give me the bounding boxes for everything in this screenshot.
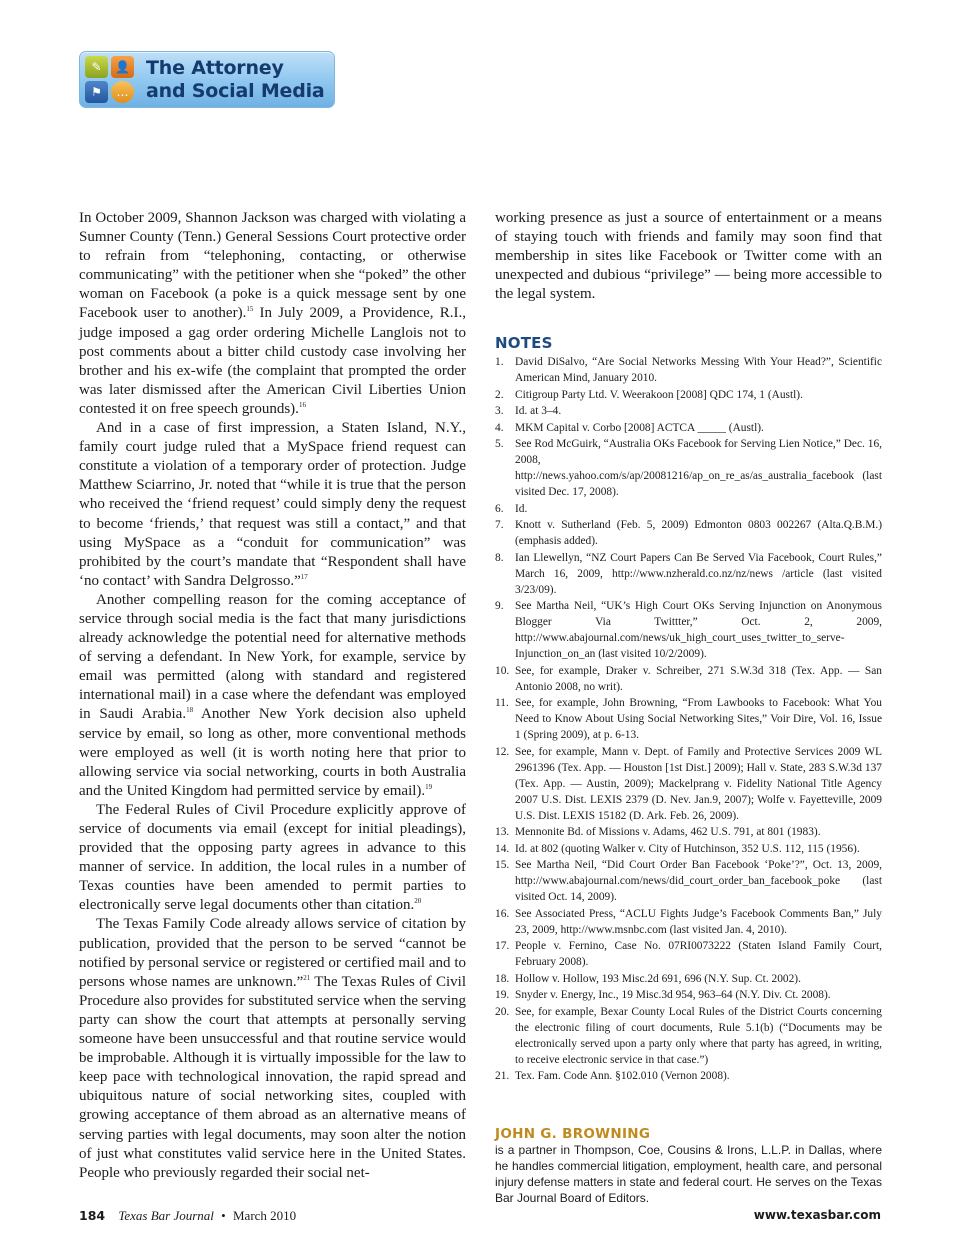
footer-bullet: •: [221, 1208, 226, 1223]
note-text: David DiSalvo, “Are Social Networks Messing With Your Head?”, Scientific American Mind, January 2010.: [515, 356, 882, 385]
note-text: See Associated Press, “ACLU Fights Judge’s Facebook Comments Ban,” July 23, 2009, http://www.msnbc.com (last visited Jan. 4, 2010).: [515, 907, 882, 936]
note-item: [495, 987, 882, 1003]
group-icon: ⚑: [85, 81, 108, 103]
speech-icon: …: [111, 81, 134, 103]
note-text: People v. Fernino, Case No. 07RI0073222 (Staten Island Family Court, February 2008).: [515, 940, 882, 969]
note-item: [495, 1068, 882, 1084]
note-number: 1.: [495, 356, 504, 369]
note-text: Tex. Fam. Code Ann. §102.010 (Vernon 2008).: [515, 1070, 730, 1083]
note-item: [495, 354, 882, 386]
note-number: 13.: [495, 826, 510, 839]
footnote-ref: 21: [303, 973, 311, 982]
note-number: 19.: [495, 989, 510, 1002]
paragraph-text: In October 2009, Shannon Jackson was charged with violating a Sumner County (Tenn.) General Sessions Court protective order to refrain from “telephoning, contacting, or otherwise communicating” with the petitioner when she “poked” the other woman on Facebook (a poke is a quick message sent by one Facebook user to another).: [79, 210, 466, 322]
paragraph: [79, 801, 466, 916]
note-text: Hollow v. Hollow, 193 Misc.2d 691, 696 (N.Y. Sup. Ct. 2002).: [515, 972, 801, 985]
chat-bubble-icon: ✎: [85, 56, 108, 78]
section-title-line1: The Attorney: [146, 57, 284, 79]
footnote-ref: 20: [414, 897, 422, 906]
right-column: [495, 209, 882, 1206]
paragraph-text: And in a case of first impression, a Staten Island, N.Y., family court judge ruled that a MySpace friend request can constitute a violation of a temporary order of protection. Judge Matthew Sciarrino, Jr. noted that “while it is true that the person who received the ‘friend request’ could simply deny the request to become ‘friends,’ that request was still a contact,” and that using MySpace as a “conduit for communication” was prohibited by the court’s mandate that “Respondent shall have ‘no contact’ with Sandra Delgrosso.”: [79, 420, 466, 589]
note-number: 17.: [495, 940, 510, 953]
note-number: 3.: [495, 405, 504, 418]
note-number: 6.: [495, 502, 504, 515]
note-item: [495, 420, 882, 436]
note-item: [495, 501, 882, 517]
paragraph-text: The Texas Family Code already allows service of citation by publication, provided that the person to be served “cannot be notified by personal service or registered or certified mail and to persons whose names are unknown.”: [79, 916, 466, 990]
note-text: Knott v. Sutherland (Feb. 5, 2009) Edmonton 0803 002267 (Alta.Q.B.M.) (emphasis added).: [515, 519, 882, 548]
issue-date: March 2010: [232, 1208, 297, 1223]
note-number: 2.: [495, 388, 504, 401]
note-number: 21.: [495, 1070, 510, 1083]
footnote-ref: 18: [186, 706, 194, 715]
note-item: [495, 436, 882, 500]
note-item: [495, 550, 882, 598]
note-number: 14.: [495, 842, 510, 855]
paragraph-text: The Texas Rules of Civil Procedure also provides for substituted service when the serving party can show the court that attempts at personally serving someone have been unsuccessful and that routine service would be improbable. Although it is virtually impossible for the law to keep pace with technological innovation, the rapid spread and ubiquitous nature of social networking sites, coupled with growing acceptance of them abroad as an alternative means of serving parties with legal documents, may soon alter the notion of just what constitutes valid service here in the United States. People who previously regarded their social net-: [79, 973, 466, 1181]
note-text: Snyder v. Energy, Inc., 19 Misc.3d 954, 963–64 (N.Y. Div. Ct. 2008).: [515, 989, 831, 1002]
note-text: See, for example, Mann v. Dept. of Family and Protective Services 2009 WL 2961396 (Tex. App. — Houston [1st Dist.] 2009); Hall v. State, 283 S.W.3d 137 (Tex. App. — Austin, 2009); Mackelprang v. Fidelity National Title Agency 2007 U.S. Dist. LEXIS 2379 (D. Nev. Jan.9, 2007); Wolfe v. Fayetteville, 2009 U.S. Dist. LEXIS 15182 (D. Ark. Feb. 26, 2009).: [515, 745, 882, 822]
note-number: 4.: [495, 421, 504, 434]
note-item: [495, 857, 882, 905]
continuation-paragraph: working presence as just a source of entertainment or a means of staying touch with friends and family may soon find that membership in sites like Facebook or Twitter come with an unexpected and dubious “privilege” — being more accessible to the legal system.: [495, 210, 882, 303]
note-text: See, for example, John Browning, “From Lawbooks to Facebook: What You Need to Know About Using Social Networking Sites,” Voir Dire, Vol. 16, Issue 1 (Spring 2009), at p. 6-13.: [515, 697, 882, 742]
note-text: Id. at 802 (quoting Walker v. City of Hutchinson, 352 U.S. 112, 115 (1956).: [515, 842, 860, 855]
footer-left: [79, 1208, 296, 1224]
paragraph-text: Another New York decision also upheld service by email, so long as other, more conventional methods were employed as well (it is worth noting here that prior to allowing service via social networking, courts in both Australia and the United Kingdom had permitted service by email).: [79, 706, 466, 799]
section-title-line2: and Social Media: [146, 80, 325, 102]
note-item: [495, 598, 882, 662]
left-column: [79, 209, 466, 1183]
note-item: [495, 841, 882, 857]
paragraph: [79, 209, 466, 419]
note-text: Citigroup Party Ltd. V. Weerakoon [2008] QDC 174, 1 (Austl).: [515, 388, 803, 401]
note-text: See Martha Neil, “UK’s High Court OKs Serving Injunction on Anonymous Blogger Via Twittter,” Oct. 2, 2009, http://www.abajournal.com/news/uk_high_court_uses_twitter_to_serve-Injunction_on_an (last visited 10/2/2009).: [515, 600, 882, 661]
paragraph-text: The Federal Rules of Civil Procedure explicitly approve of service of documents via email (except for initial pleadings), provided that the opposing party agrees in advance to this manner of service. In addition, the local rules in a number of Texas counties have been amended to permit parties to electronically serve legal documents other than citation.: [79, 801, 466, 914]
note-item: [495, 1004, 882, 1068]
note-text: Id.: [515, 502, 528, 515]
note-text: See Rod McGuirk, “Australia OKs Facebook for Serving Lien Notice,” Dec. 16, 2008, http://news.yahoo.com/s/ap/20081216/ap_on_re_as/as_australia_facebook (last visited Dec. 17, 2008).: [515, 438, 882, 499]
note-item: [495, 663, 882, 695]
note-number: 20.: [495, 1005, 510, 1018]
author-name: JOHN G. BROWNING: [495, 1126, 651, 1143]
note-item: [495, 517, 882, 549]
note-text: Id. at 3–4.: [515, 405, 562, 418]
note-text: See, for example, Bexar County Local Rules of the District Courts concerning the electronic filing of court documents, Rule 5.1(b) (“Documents may be electronically served upon a party only where that party has agreed, in writing, to receive electronic service in that case.”): [515, 1005, 882, 1066]
notes-list: [495, 354, 882, 1084]
footnote-ref: 16: [298, 400, 306, 409]
notes-heading: NOTES: [495, 334, 553, 353]
page-number: 184: [79, 1208, 106, 1223]
note-number: 15.: [495, 859, 510, 872]
note-text: See Martha Neil, “Did Court Order Ban Facebook ‘Poke’?”, Oct. 13, 2009, http://www.abajournal.com/news/did_court_order_ban_facebook_poke (last visited Oct. 14, 2009).: [515, 859, 882, 904]
footnote-ref: 19: [425, 782, 433, 791]
website-link[interactable]: www.texasbar.com: [753, 1208, 881, 1222]
note-number: 7.: [495, 519, 504, 532]
paragraph: [79, 419, 466, 591]
note-item: [495, 971, 882, 987]
note-number: 8.: [495, 551, 504, 564]
note-number: 9.: [495, 600, 504, 613]
note-number: 11.: [495, 697, 509, 710]
note-text: Ian Llewellyn, “NZ Court Papers Can Be Served Via Facebook, Court Rules,” March 16, 2009, http://www.nzherald.co.nz/nz/news /article (last visited 3/23/09).: [515, 551, 882, 596]
journal-name: Texas Bar Journal: [118, 1208, 214, 1223]
note-text: See, for example, Draker v. Schreiber, 271 S.W.3d 318 (Tex. App. — San Antonio 2008, no writ).: [515, 664, 882, 693]
person-icon: 👤: [111, 56, 134, 78]
author-bio: is a partner in Thompson, Coe, Cousins & Irons, L.L.P. in Dallas, where he handles commercial litigation, employment, health care, and personal injury defense matters in state and federal court. He serves on the Texas Bar Journal Board of Editors.: [495, 1143, 882, 1206]
paragraph: [79, 915, 466, 1182]
note-item: [495, 824, 882, 840]
footnote-ref: 15: [246, 305, 254, 314]
note-number: 12.: [495, 745, 510, 758]
note-item: [495, 906, 882, 938]
note-item: [495, 387, 882, 403]
note-text: Mennonite Bd. of Missions v. Adams, 462 U.S. 791, at 801 (1983).: [515, 826, 821, 839]
note-item: [495, 695, 882, 743]
section-badge: [79, 51, 335, 108]
note-item: [495, 938, 882, 970]
note-item: [495, 744, 882, 824]
note-text: MKM Capital v. Corbo [2008] ACTCA _____ (Austl).: [515, 421, 764, 434]
paragraph: [79, 591, 466, 801]
paragraph-text: Another compelling reason for the coming acceptance of service through social media is the fact that many jurisdictions already acknowledge the potential need for alternative methods of serving a defendant. In New York, for example, service by email was permitted (along with standard and registered international mail) in a case where the defendant was employed in Saudi Arabia.: [79, 591, 466, 723]
note-number: 10.: [495, 664, 510, 677]
note-number: 18.: [495, 972, 510, 985]
note-number: 16.: [495, 907, 510, 920]
badge-icon-group: [85, 56, 137, 104]
note-item: [495, 403, 882, 419]
paragraph-text: In July 2009, a Providence, R.I., judge imposed a gag order ordering Michelle Langlois not to post comments about a bitter child custody case involving her brother and his ex-wife (the complaint that prompted the order was later dismissed after the American Civil Liberties Union contested it on free speech grounds).: [79, 305, 467, 417]
note-number: 5.: [495, 438, 504, 451]
footnote-ref: 17: [300, 572, 308, 581]
section-title: [146, 57, 332, 103]
